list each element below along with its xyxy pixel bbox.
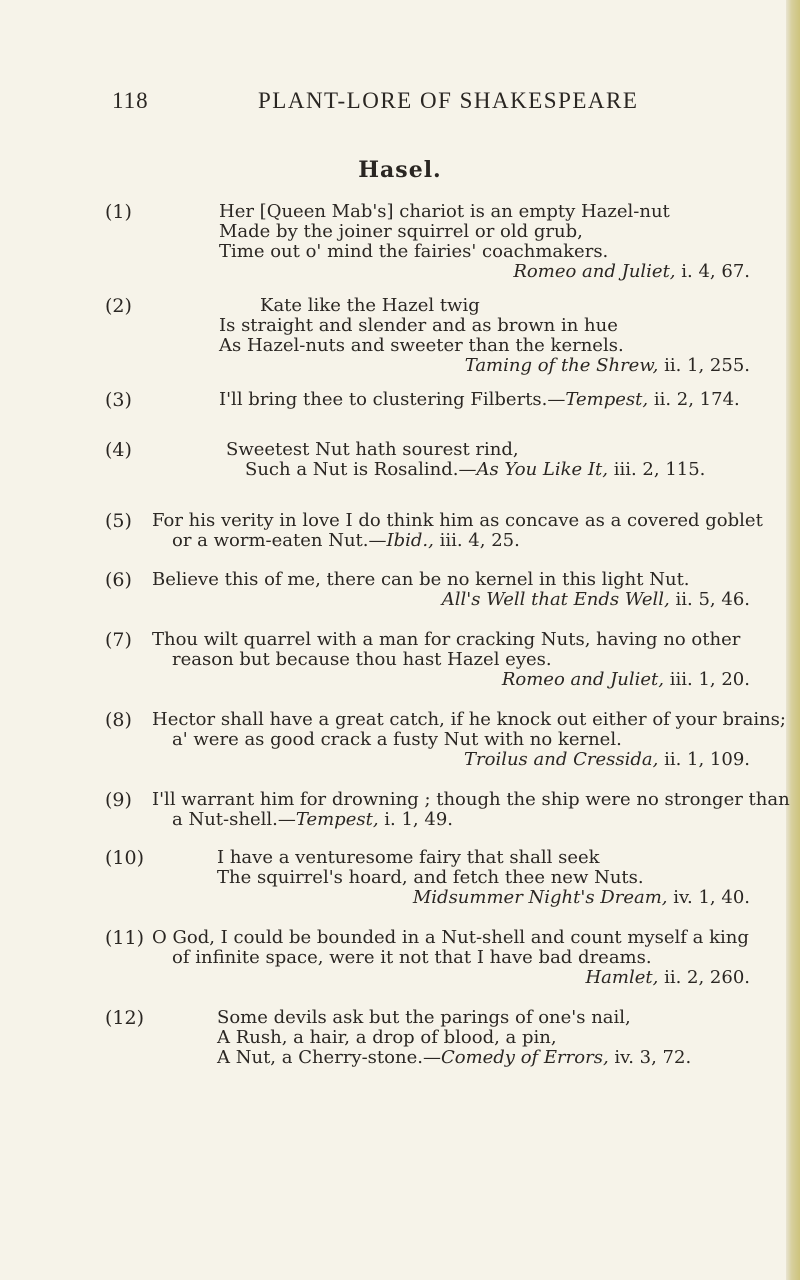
citation <box>413 888 750 908</box>
entry-number: (10) <box>105 847 145 869</box>
quote-line: O God, I could be bounded in a Nut-shell and count myself a king <box>152 927 749 948</box>
quote-line: a Nut-shell.—Tempest, i. 1, 49. <box>172 809 454 830</box>
quote-line: or a worm-eaten Nut.—Ibid., iii. 4, 25. <box>172 530 520 551</box>
page-number: 118 <box>112 88 149 113</box>
citation <box>464 750 750 770</box>
act-scene-line: i. 1, 49. <box>384 809 454 830</box>
act-scene-line: ii. 1, 109. <box>664 749 750 770</box>
entry-number: (11) <box>105 927 145 949</box>
quote-line: A Rush, a hair, a drop of blood, a pin, <box>217 1027 557 1048</box>
play-title: As You Like It, <box>476 459 608 480</box>
quote-line: The squirrel's hoard, and fetch thee new Nuts. <box>217 867 644 888</box>
play-title: Troilus and Cressida, <box>464 749 659 770</box>
entry-number: (3) <box>105 389 132 411</box>
quote-line: As Hazel-nuts and sweeter than the kernels. <box>219 335 624 356</box>
play-title: All's Well that Ends Well, <box>441 589 670 610</box>
quote-line: I'll warrant him for drowning ; though the ship were no stronger than <box>152 789 790 810</box>
citation <box>442 590 750 610</box>
play-title: Midsummer Night's Dream, <box>412 887 668 908</box>
act-scene-line: iii. 1, 20. <box>669 669 750 690</box>
act-scene-line: ii. 2, 260. <box>664 967 750 988</box>
citation <box>513 262 750 282</box>
entry-number: (6) <box>105 569 132 591</box>
act-scene-line: ii. 1, 255. <box>664 355 750 376</box>
quote-line: I'll bring thee to clustering Filberts.—Tempest, ii. 2, 174. <box>219 389 740 410</box>
entry-number: (2) <box>105 295 132 317</box>
quote-line: Kate like the Hazel twig <box>260 295 480 316</box>
entry-number: (1) <box>105 201 132 223</box>
play-title: Hamlet, <box>585 967 659 988</box>
quote-line: Hector shall have a great catch, if he knock out either of your brains; <box>152 709 786 730</box>
citation <box>465 356 750 376</box>
entry-number: (8) <box>105 709 132 731</box>
act-scene-line: ii. 5, 46. <box>675 589 750 610</box>
section-title: Hasel. <box>358 157 442 183</box>
entry-number: (9) <box>105 789 132 811</box>
quote-line: For his verity in love I do think him as concave as a covered goblet <box>152 510 763 531</box>
quote-line: Made by the joiner squirrel or old grub, <box>219 221 583 242</box>
page-edge <box>786 0 800 1280</box>
quote-line: Believe this of me, there can be no kernel in this light Nut. <box>152 569 690 590</box>
quote-line: of infinite space, were it not that I have bad dreams. <box>172 947 652 968</box>
citation <box>585 968 750 988</box>
quote-line: Such a Nut is Rosalind.—As You Like It, iii. 2, 115. <box>245 459 706 480</box>
play-title: Tempest, <box>295 809 379 830</box>
act-scene-line: i. 4, 67. <box>681 261 750 282</box>
citation <box>502 670 750 690</box>
quote-line: Her [Queen Mab's] chariot is an empty Hazel-nut <box>219 201 670 222</box>
quote-line: Some devils ask but the parings of one's nail, <box>217 1007 631 1028</box>
quote-line: Is straight and slender and as brown in hue <box>219 315 618 336</box>
entry-number: (5) <box>105 510 132 532</box>
act-scene-line: iv. 3, 72. <box>614 1047 692 1068</box>
quote-line: Sweetest Nut hath sourest rind, <box>226 439 519 460</box>
act-scene-line: iii. 4, 25. <box>439 530 520 551</box>
play-title: Romeo and Juliet, <box>501 669 665 690</box>
play-title: Tempest, <box>565 389 649 410</box>
quote-line: Thou wilt quarrel with a man for cracking Nuts, having no other <box>152 629 741 650</box>
entry-number: (4) <box>105 439 132 461</box>
act-scene-line: ii. 2, 174. <box>653 389 740 410</box>
quote-line: A Nut, a Cherry-stone.—Comedy of Errors, iv. 3, 72. <box>217 1047 692 1068</box>
running-head <box>0 88 780 118</box>
act-scene-line: iii. 2, 115. <box>613 459 706 480</box>
quote-line: Time out o' mind the fairies' coachmakers. <box>219 241 609 262</box>
act-scene-line: iv. 1, 40. <box>673 887 750 908</box>
entry-number: (7) <box>105 629 132 651</box>
play-title: Comedy of Errors, <box>440 1047 609 1068</box>
quote-line: I have a venturesome fairy that shall seek <box>217 847 600 868</box>
quote-line: reason but because thou hast Hazel eyes. <box>172 649 552 670</box>
running-title: PLANT-LORE OF SHAKESPEARE <box>258 88 639 113</box>
play-title: Ibid., <box>386 530 434 551</box>
entry-number: (12) <box>105 1007 145 1029</box>
play-title: Taming of the Shrew, <box>464 355 659 376</box>
quote-line: a' were as good crack a fusty Nut with no kernel. <box>172 729 622 750</box>
play-title: Romeo and Juliet, <box>513 261 676 282</box>
